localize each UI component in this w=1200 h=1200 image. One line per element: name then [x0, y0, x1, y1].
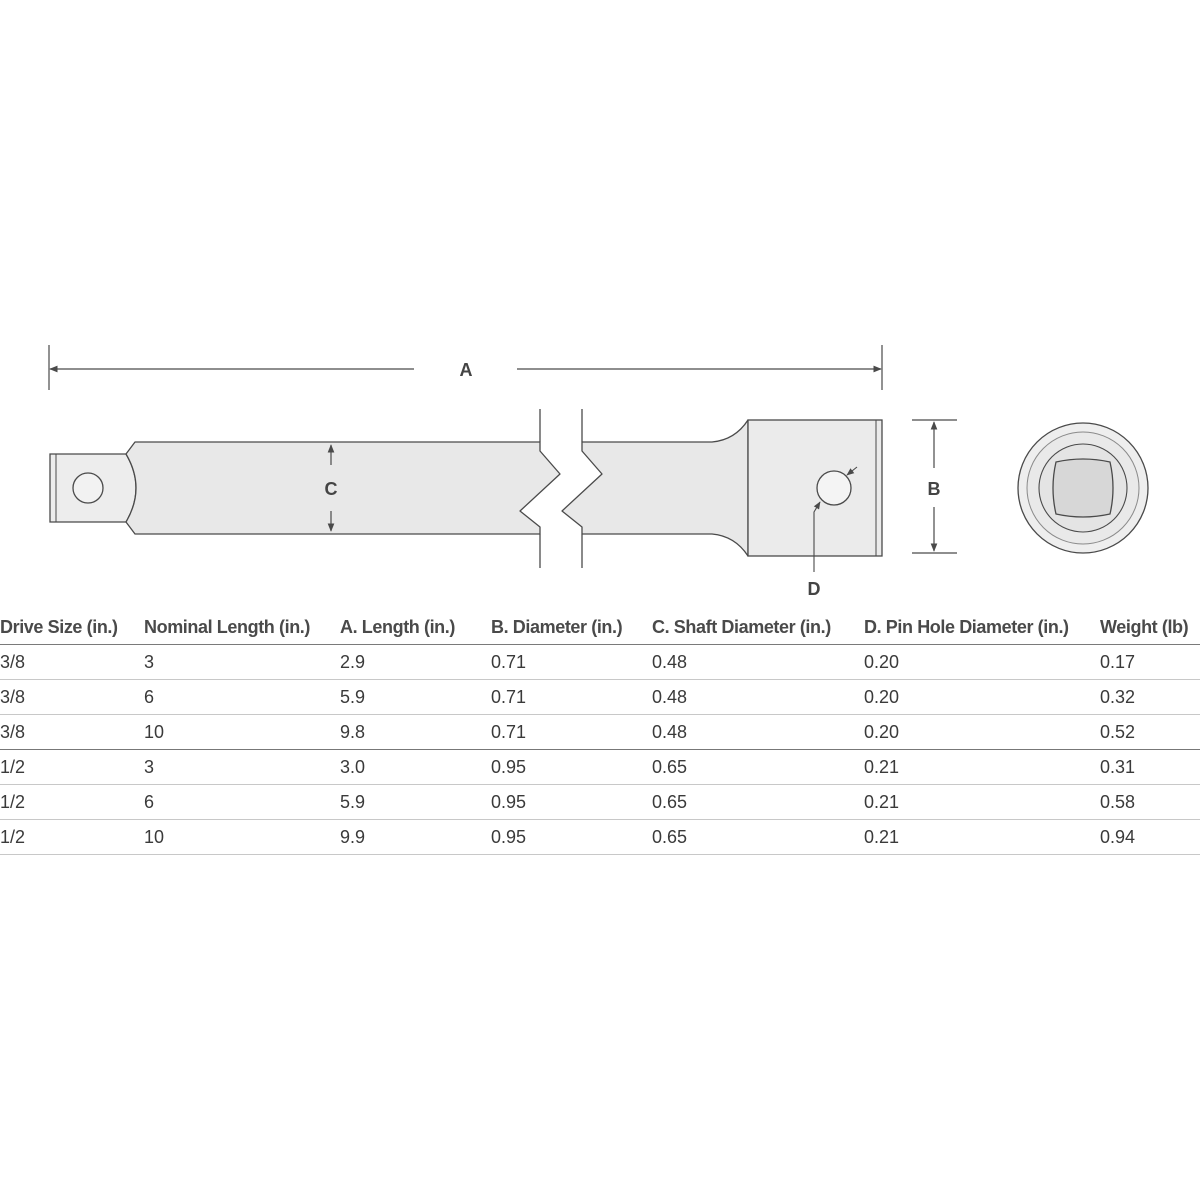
header-diameter: B. Diameter (in.) — [491, 610, 652, 645]
socket-end — [748, 420, 882, 556]
cell-drive-size: 3/8 — [0, 715, 144, 750]
cell-diameter: 0.71 — [491, 680, 652, 715]
header-nominal-length: Nominal Length (in.) — [144, 610, 340, 645]
cell-pin-hole-diameter: 0.20 — [864, 680, 1100, 715]
cell-weight: 0.17 — [1100, 645, 1200, 680]
cell-pin-hole-diameter: 0.21 — [864, 820, 1100, 855]
cell-nominal-length: 6 — [144, 785, 340, 820]
cell-pin-hole-diameter: 0.20 — [864, 645, 1100, 680]
cell-pin-hole-diameter: 0.21 — [864, 750, 1100, 785]
cell-shaft-diameter: 0.65 — [652, 820, 864, 855]
cell-diameter: 0.95 — [491, 785, 652, 820]
cell-drive-size: 1/2 — [0, 750, 144, 785]
table-row — [0, 785, 1200, 820]
cell-weight: 0.94 — [1100, 820, 1200, 855]
cell-length: 5.9 — [340, 680, 491, 715]
cell-shaft-diameter: 0.65 — [652, 750, 864, 785]
label-c: C — [324, 479, 338, 499]
cell-nominal-length: 3 — [144, 750, 340, 785]
specification-table — [0, 610, 1200, 855]
header-weight: Weight (lb) — [1100, 610, 1200, 645]
cell-drive-size: 3/8 — [0, 680, 144, 715]
detent-ball-icon — [73, 473, 103, 503]
table-header-row — [0, 610, 1200, 645]
cell-drive-size: 1/2 — [0, 785, 144, 820]
pin-hole-icon — [817, 471, 851, 505]
cell-weight: 0.32 — [1100, 680, 1200, 715]
cell-weight: 0.52 — [1100, 715, 1200, 750]
cell-nominal-length: 6 — [144, 680, 340, 715]
label-d: D — [807, 579, 821, 599]
cell-drive-size: 3/8 — [0, 645, 144, 680]
cell-diameter: 0.71 — [491, 715, 652, 750]
cell-diameter: 0.71 — [491, 645, 652, 680]
dimension-a — [49, 345, 882, 390]
table-row — [0, 645, 1200, 680]
square-drive-end — [50, 454, 136, 522]
label-b: B — [927, 479, 941, 499]
cell-nominal-length: 10 — [144, 820, 340, 855]
socket-end-view — [1018, 423, 1148, 553]
cell-shaft-diameter: 0.48 — [652, 645, 864, 680]
label-a: A — [459, 360, 473, 380]
table-row — [0, 750, 1200, 785]
cell-shaft-diameter: 0.48 — [652, 715, 864, 750]
header-length: A. Length (in.) — [340, 610, 491, 645]
cell-pin-hole-diameter: 0.20 — [864, 715, 1100, 750]
table-row — [0, 820, 1200, 855]
table-row — [0, 680, 1200, 715]
cell-pin-hole-diameter: 0.21 — [864, 785, 1100, 820]
cell-drive-size: 1/2 — [0, 820, 144, 855]
header-drive-size: Drive Size (in.) — [0, 610, 144, 645]
shaft-right — [562, 409, 748, 568]
table-row — [0, 715, 1200, 750]
header-shaft-diameter: C. Shaft Diameter (in.) — [652, 610, 864, 645]
cell-diameter: 0.95 — [491, 820, 652, 855]
cell-nominal-length: 10 — [144, 715, 340, 750]
cell-shaft-diameter: 0.48 — [652, 680, 864, 715]
cell-nominal-length: 3 — [144, 645, 340, 680]
header-pin-hole-diameter: D. Pin Hole Diameter (in.) — [864, 610, 1100, 645]
cell-diameter: 0.95 — [491, 750, 652, 785]
cell-length: 9.9 — [340, 820, 491, 855]
cell-length: 9.8 — [340, 715, 491, 750]
shaft-left — [126, 409, 560, 568]
dimension-b — [912, 420, 957, 553]
cell-shaft-diameter: 0.65 — [652, 785, 864, 820]
cell-weight: 0.31 — [1100, 750, 1200, 785]
cell-weight: 0.58 — [1100, 785, 1200, 820]
cell-length: 3.0 — [340, 750, 491, 785]
cell-length: 5.9 — [340, 785, 491, 820]
cell-length: 2.9 — [340, 645, 491, 680]
square-socket-icon — [1053, 459, 1113, 517]
